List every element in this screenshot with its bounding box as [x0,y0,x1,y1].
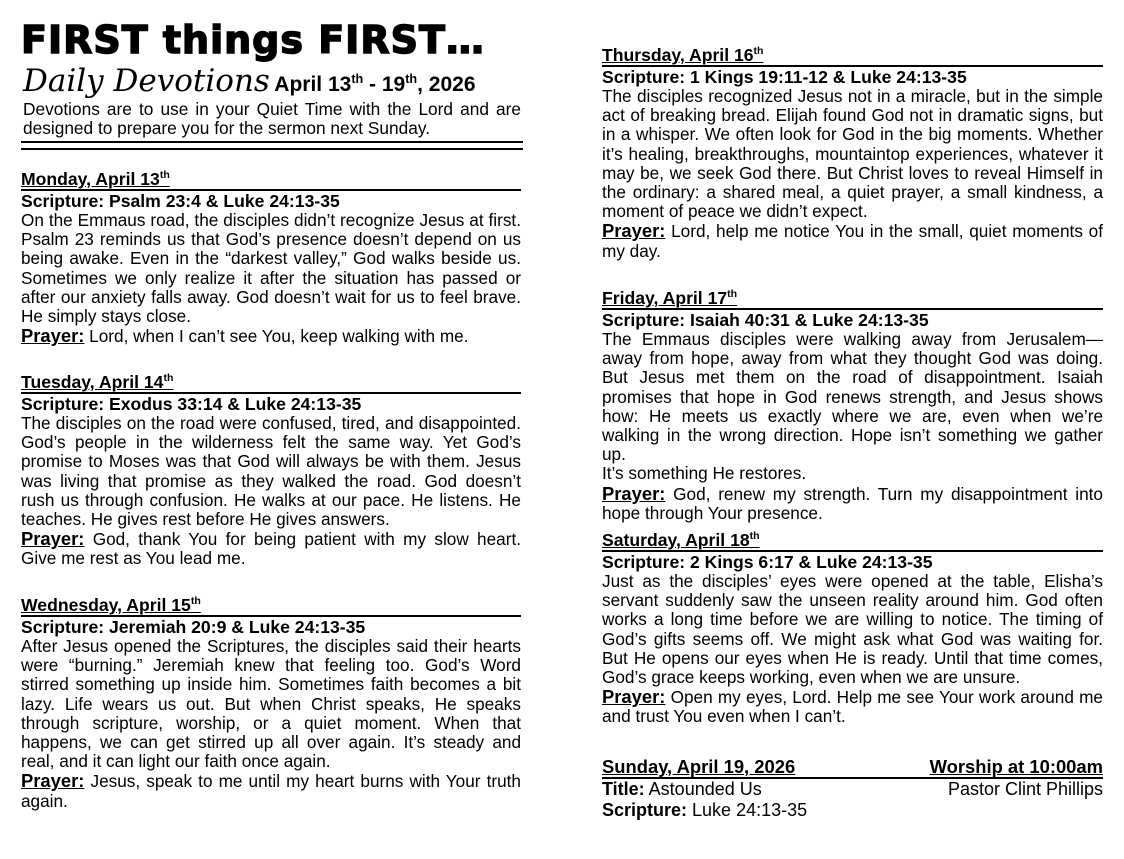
prayer-label: Prayer: [602,482,666,504]
prayer-line [21,771,521,810]
day-heading-text: Thursday, April 16 [602,45,754,65]
sermon-title-value: Astounded Us [644,779,762,799]
devotion-text: The disciples on the road were confused, tired, and disappointed. God’s people in the wilderness felt the same way. Yet God’s promise to Moses was that God will always be with them. Jesus was living that promise as they walked the road. God doesn’t rush us through confusion. He walks at our pace. He listens. He teaches. He gives rest before He gives answers. [21,413,521,530]
scripture-line: Scripture: Isaiah 40:31 & Luke 24:13-35 [602,310,929,330]
prayer-text: God, renew my strength. Turn my disappointment into hope through Your presence. [602,483,1103,523]
sunday-heading: Sunday, April 19, 2026 [602,756,796,777]
intro-text: Devotions are to use in your Quiet Time with the Lord and are designed to prepare you for the sermon next Sunday. [23,99,521,138]
sermon-scripture [602,800,1103,821]
day-saturday [602,532,1103,727]
devotion-text: The disciples recognized Jesus not in a miracle, but in the simple act of breaking bread. Elijah found God not in dramatic signs, but in a whisper. We often look for God in the big moments. Whether it’s healing, breakthroughs, mountaintop experiences, whatever it may be, we seek God there. But Christ loves to reveal Himself in the ordinary: a shared meal, a quiet prayer, a small kindness, a moment of peace we didn’t expect. [602,86,1103,222]
dates-start: April 13 [274,73,352,96]
day-tuesday [21,374,521,569]
subtitle-script: Daily Devotions [23,63,270,99]
day-heading-text: Monday, April 13 [21,169,160,189]
scripture-line: Scripture: 2 Kings 6:17 & Luke 24:13-35 [602,552,933,572]
prayer-line [602,221,1103,260]
sermon-title-row [602,779,1103,800]
sermon-title-label: Title: [602,779,645,799]
prayer-text: Lord, help me notice You in the small, quiet moments of my day. [602,221,1103,261]
devotion-text: The Emmaus disciples were walking away from Jerusalem—away from hope, away from what they thought God was doing. But Jesus met them on the road of disappointment. Isaiah promises that hope in God renews strength, and Jesus shows how: He meets us exactly where we are, even when we’re walking in the wrong direction. Hope isn’t something we gather up. [602,329,1103,465]
day-heading [602,47,1103,67]
dates-start-sup: th [351,72,364,86]
devotion-text: Just as the disciples’ eyes were opened at the table, Elisha’s servant suddenly saw the unseen reality around him. God often works a long time before we are willing to notice. The timing of God’s gifts seems off. We might ask what God was waiting for. But He opens our eyes when He is ready. Until that time comes, God’s grace keeps working, even when we are unsure. [602,571,1103,688]
sermon-scripture-label: Scripture: [602,800,688,820]
prayer-label: Prayer: [21,528,85,550]
day-heading [21,374,521,394]
devotion-text: On the Emmaus road, the disciples didn’t recognize Jesus at first. Psalm 23 reminds us that God’s presence doesn’t depend on us being awake. Even in the “darkest valley,” God walks beside us. Sometimes we only realize it after the situation has passed or after our anxiety falls away. God doesn’t wait for us to feel brave. He simply stays close. [21,210,521,327]
bulletin-title: FIRST things FIRST… [21,18,485,62]
day-heading-text: Wednesday, April 15 [21,595,191,615]
sermon-scripture-value: Luke 24:13-35 [687,800,808,820]
scripture-line: Scripture: Psalm 23:4 & Luke 24:13-35 [21,191,340,211]
day-heading [21,171,521,191]
prayer-label: Prayer: [21,325,85,347]
day-heading-text: Tuesday, April 14 [21,372,164,392]
header-double-rule [21,141,523,150]
day-heading-sup: th [749,530,760,543]
day-friday [602,290,1103,523]
scripture-line: Scripture: Jeremiah 20:9 & Luke 24:13-35 [21,617,366,637]
scripture-line: Scripture: Exodus 33:14 & Luke 24:13-35 [21,394,362,414]
day-heading [602,532,1103,552]
prayer-line [21,529,521,568]
day-heading-text: Friday, April 17 [602,288,728,308]
subtitle-dates [274,73,475,96]
day-wednesday [21,597,521,811]
day-thursday [602,47,1103,261]
dates-end-sup: th [405,72,418,86]
prayer-text: Jesus, speak to me until my heart burns with Your truth again. [21,771,521,811]
prayer-label: Prayer: [602,686,666,708]
prayer-text: Open my eyes, Lord. Help me see Your work around me and trust You even when I can’t. [602,687,1103,727]
devotion-text-continued: It’s something He restores. [602,463,807,484]
sunday-worship [602,757,1103,821]
day-heading-text: Saturday, April 18 [602,530,750,550]
scripture-line: Scripture: 1 Kings 19:11-12 & Luke 24:13-35 [602,67,967,87]
day-heading-sup: th [159,169,170,182]
day-heading-sup: th [727,288,738,301]
day-heading [21,597,521,617]
sermon-title [602,779,762,800]
prayer-text: God, thank You for being patient with my slow heart. Give me rest as You lead me. [21,529,521,569]
devotion-text: After Jesus opened the Scriptures, the disciples said their hearts were “burning.” Jeremiah knew that feeling too. God’s Word stirred something up inside him. Sometimes faith becomes a bit lazy. Life wears us out. But when Christ speaks, He speaks through scripture, worship, or a quiet moment. When that happens, we can get stirred up all over again. It’s steady and real, and it can light our faith once again. [21,636,521,772]
day-heading-sup: th [753,45,764,58]
sunday-heading-row [602,757,1103,777]
prayer-label: Prayer: [602,220,666,242]
day-heading-sup: th [190,595,201,608]
day-heading-sup: th [163,372,174,385]
worship-time: Worship at 10:00am [929,756,1103,777]
prayer-line [21,326,521,346]
prayer-text: Lord, when I can’t see You, keep walking with me. [84,326,469,347]
dates-end: - 19 [363,73,406,96]
pastor-name: Pastor Clint Phillips [947,779,1103,799]
prayer-line [602,687,1103,726]
dates-year: , 2026 [417,73,476,96]
day-monday [21,171,521,346]
prayer-line [602,484,1103,523]
prayer-label: Prayer: [21,770,85,792]
day-heading [602,290,1103,310]
